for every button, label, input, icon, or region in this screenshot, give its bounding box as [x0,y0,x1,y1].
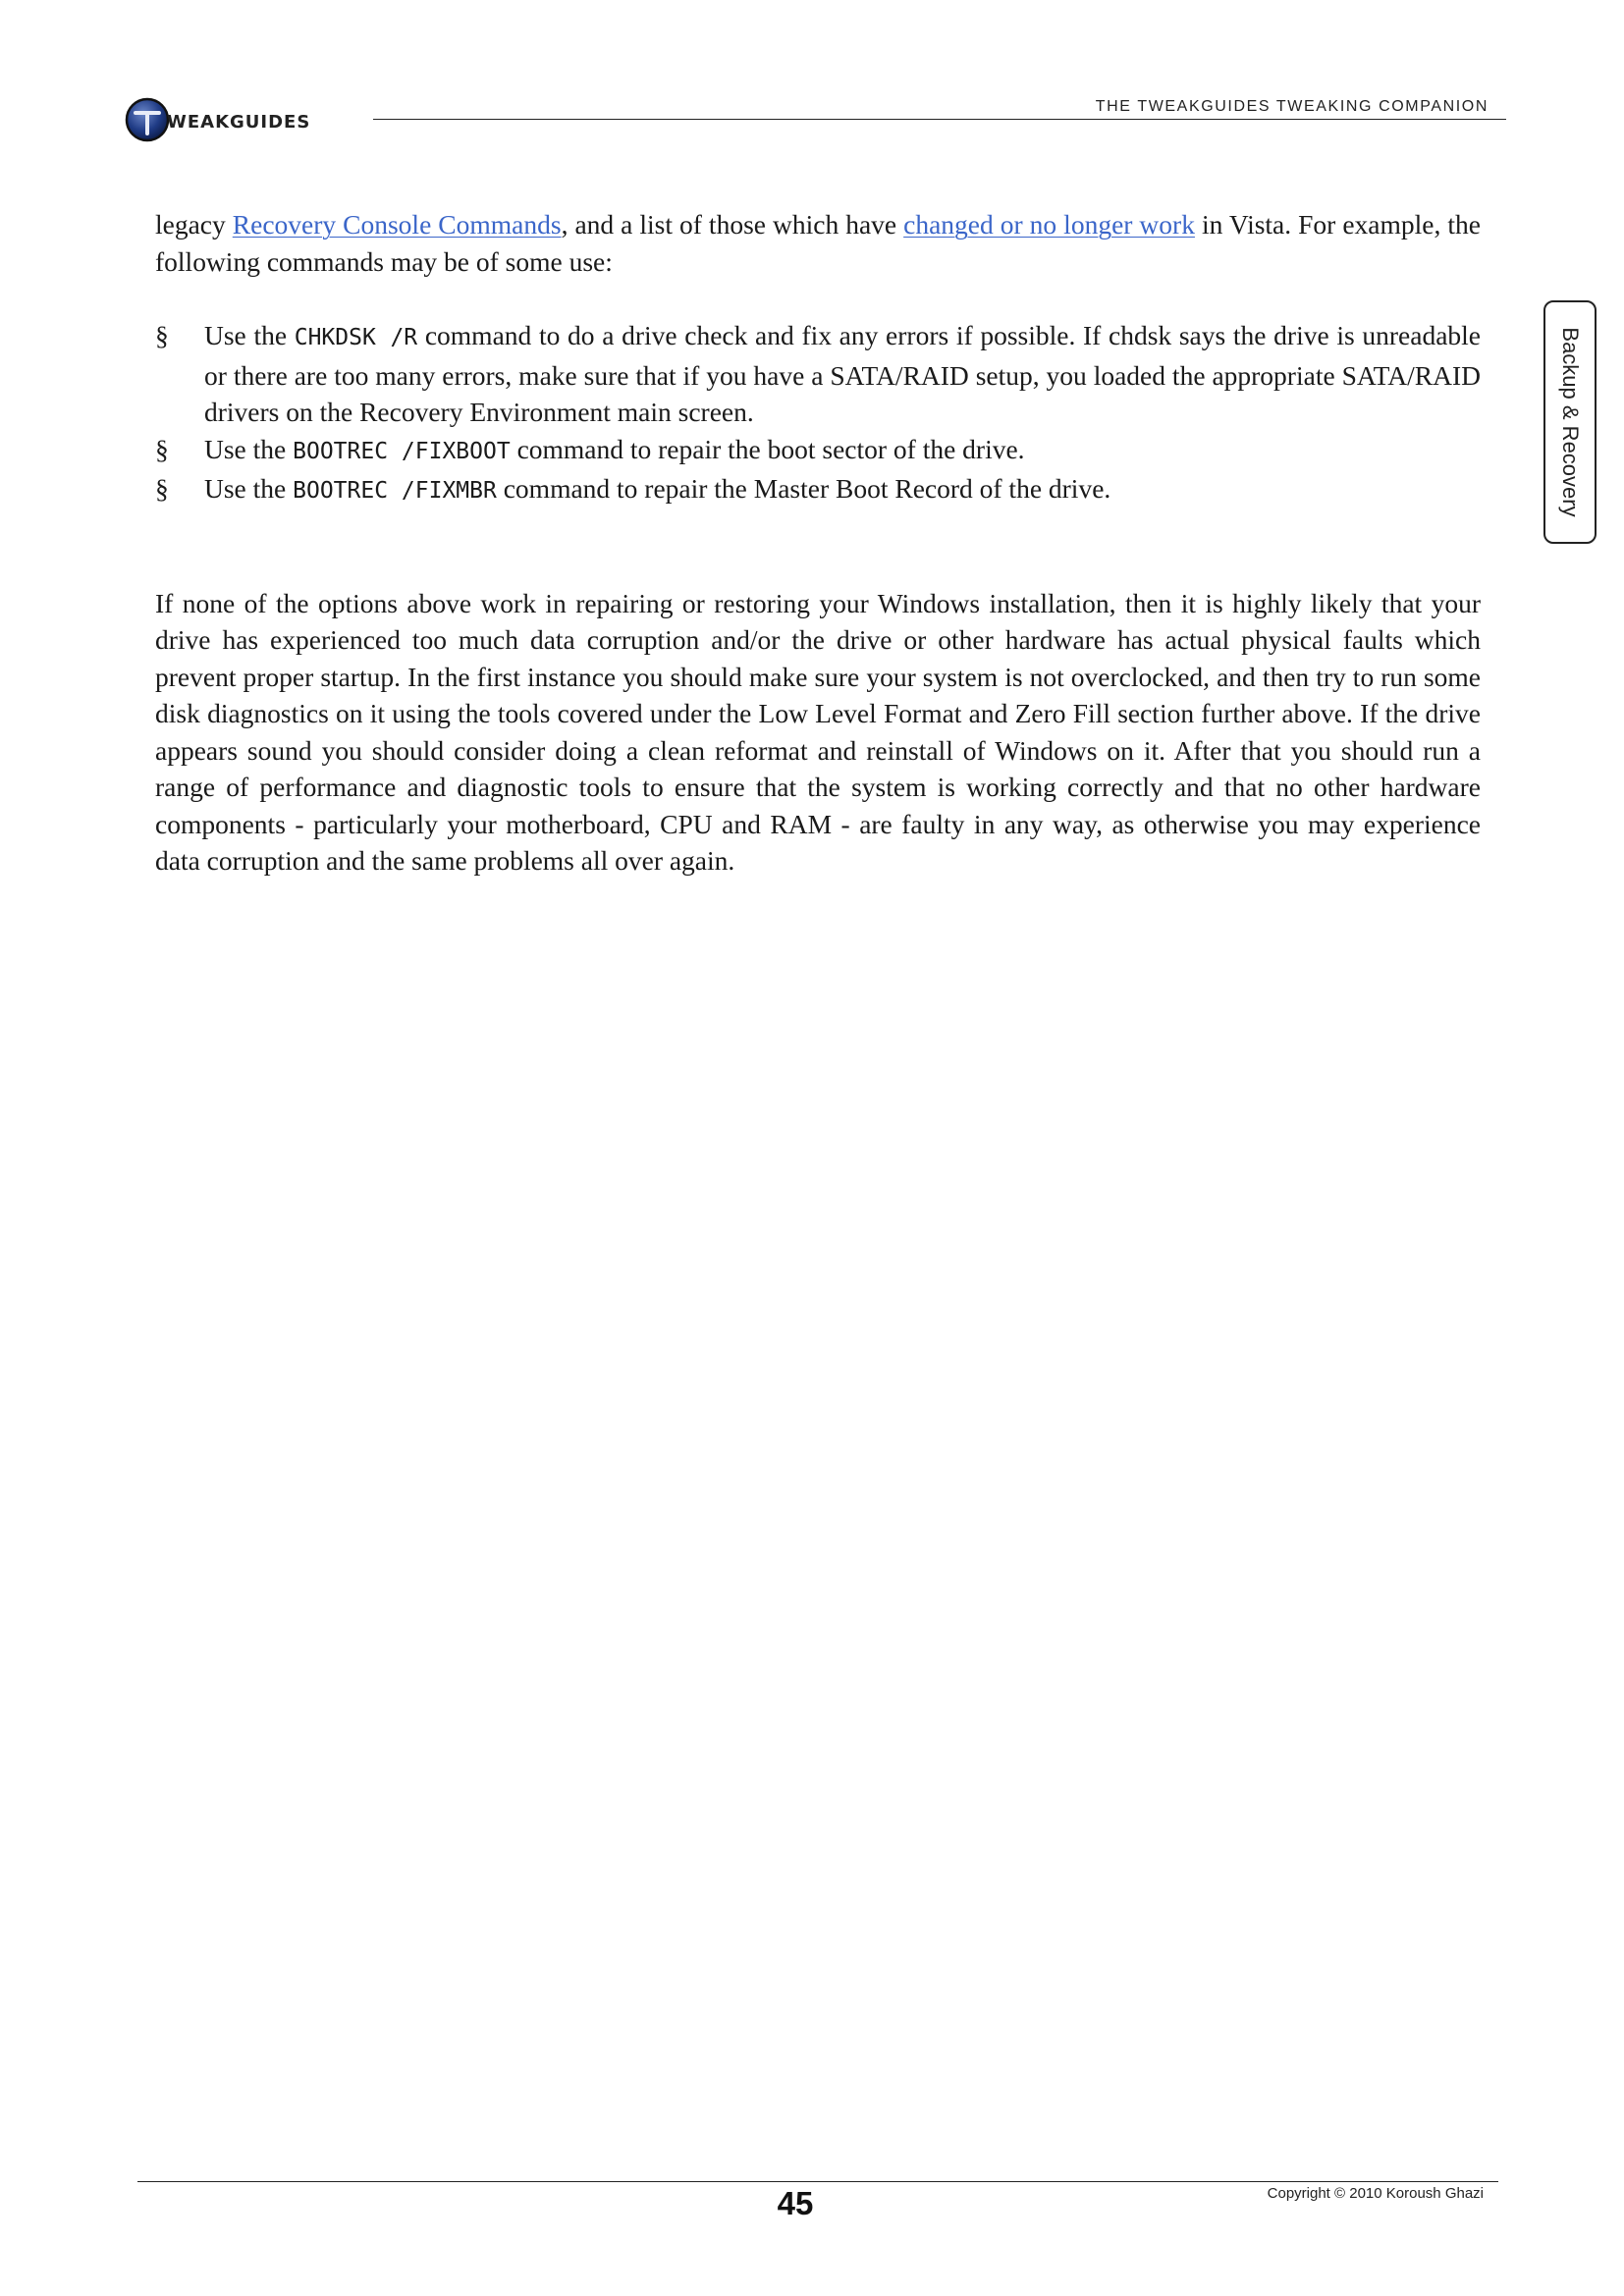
list-item-text: Use the [204,473,294,504]
list-item-text: command to do a drive check and fix any errors if possible. If chdsk says the drive is unreadable or there are too many errors, make sure that if you have a SATA/RAID setup, you loaded the appropriate SATA/RAID drivers on the Recovery Environment main screen. [204,320,1481,427]
svg-text:WEAKGUIDES: WEAKGUIDES [167,112,311,133]
list-item-text: command to repair the boot sector of the drive. [510,433,1025,464]
intro-text: legacy [155,209,233,240]
bullet-symbol: § [155,320,169,350]
list-item-text: Use the [204,433,294,464]
intro-text: in Vista. For example, the following commands may be of some use: [155,209,1481,277]
header-rule [373,119,1506,120]
list-item [155,317,1481,431]
intro-text: , and a list of those which have [561,209,904,240]
bullet-symbol: § [155,433,169,464]
tweakguides-logo [124,96,359,143]
recovery-console-commands-link[interactable]: Recovery Console Commands [232,209,562,240]
command-name: CHKDSK /R [294,325,418,350]
page-header [124,92,1506,147]
footer-rule [137,2181,1498,2182]
command-name: BOOTREC /FIXBOOT [293,438,511,464]
page-number: 45 [777,2185,814,2221]
list-item-text: Use the [204,320,295,350]
bullet-symbol: § [155,473,169,504]
header-title: THE TWEAKGUIDES TWEAKING COMPANION [1095,98,1489,115]
page-body [155,206,1481,880]
conclusion-paragraph: If none of the options above work in repairing or restoring your Windows installation, then it is highly likely that your drive has experienced too much data corruption and/or the drive or other hardware has actual physical faults which prevent proper startup. In the first instance you should make sure your system is not overclocked, and then try to run some disk diagnostics on it using the tools covered under the Low Level Format and Zero Fill section further above. If the drive appears sound you should consider doing a clean reformat and reinstall of Windows on it. After that you should run a range of performance and diagnostic tools to ensure that the system is working correctly and that no other hardware components - particularly your motherboard, CPU and RAM - are faulty in any way, as otherwise you may experience data corruption and the same problems all over again. [155,587,1481,876]
section-side-tab-label: Backup & Recovery [1558,327,1583,517]
changed-commands-link[interactable]: changed or no longer work [903,209,1195,240]
list-item [155,431,1481,471]
command-name: BOOTREC /FIXMBR [293,478,497,504]
section-side-tab [1543,300,1597,544]
command-list [155,317,1481,510]
copyright-notice: Copyright © 2010 Koroush Ghazi [1267,2185,1484,2202]
list-item [155,470,1481,510]
intro-paragraph [155,206,1481,280]
list-item-text: command to repair the Master Boot Record of the drive. [496,473,1111,504]
